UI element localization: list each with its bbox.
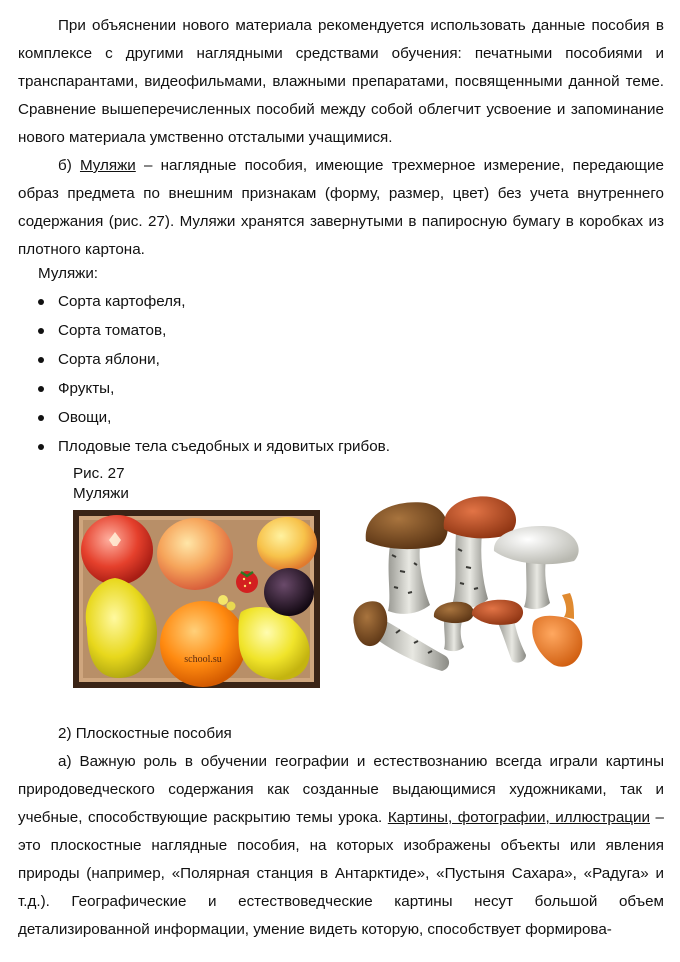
paragraph-models-text: – наглядные пособия, имеющие трехмерное измерение, передающие образ предмета по внешним признакам (форму, размер, цвет) без учета внутреннего содержания (рис. 27). Муляжи хранятся завернутыми в папиросную бумагу в коробках из плотного картона.	[18, 157, 664, 258]
fruit-image-watermark: school.su	[184, 654, 222, 665]
paragraph-intro	[18, 12, 664, 152]
paragraph-flat-aids	[18, 748, 664, 944]
paragraph-models-prefix: б)	[58, 157, 80, 174]
list-item: Овощи,	[18, 403, 390, 432]
term-pictures: Картины, фотографии, иллюстрации	[387, 809, 650, 826]
list-item: Фрукты,	[18, 374, 390, 403]
list-title: Муляжи:	[38, 265, 99, 282]
section-heading: 2) Плоскостные пособия	[58, 725, 232, 742]
figure-number: Рис. 27	[73, 465, 125, 482]
paragraph-intro-text: При объяснении нового материала рекомендуется использовать данные пособия в комплексе с другими наглядными средствами обучения: печатными пособиями и транспарантами, видеофильмами, влажными препаратами, посвященными данной теме. Сравнение вышеперечисленных пособий между собой облегчит усвоение и запоминание нового материала умственно отсталыми учащимися.	[18, 17, 664, 146]
list-item: Сорта картофеля,	[18, 287, 390, 316]
models-list	[18, 287, 390, 461]
list-item: Сорта яблони,	[18, 345, 390, 374]
list-item: Плодовые тела съедобных и ядовитых грибов.	[18, 432, 390, 461]
figure-title: Муляжи	[73, 485, 129, 502]
term-models: Муляжи	[79, 157, 136, 174]
mushroom-models-image	[348, 493, 588, 673]
paragraph-flat-aids-text-rest: – это плоскостные наглядные пособия, на которых изображены объекты или явления природы (например, «Полярная станция в Антарктиде», «Пустыня Сахара», «Радуга» и т.д.). Географические и естествоведческие картины несут большой объем детализированной информации, умение видеть которую, способствует формирова-	[18, 809, 664, 938]
list-item: Сорта томатов,	[18, 316, 390, 345]
paragraph-models	[18, 152, 664, 264]
paragraph-flat-aids-text: а) Важную роль в обучении географии и естествознанию всегда играли картины природоведческого содержания как созданные выдающимися художниками, так и учебные, способствующие раскрытию темы урока.	[18, 753, 664, 826]
fruit-models-image	[73, 510, 320, 688]
